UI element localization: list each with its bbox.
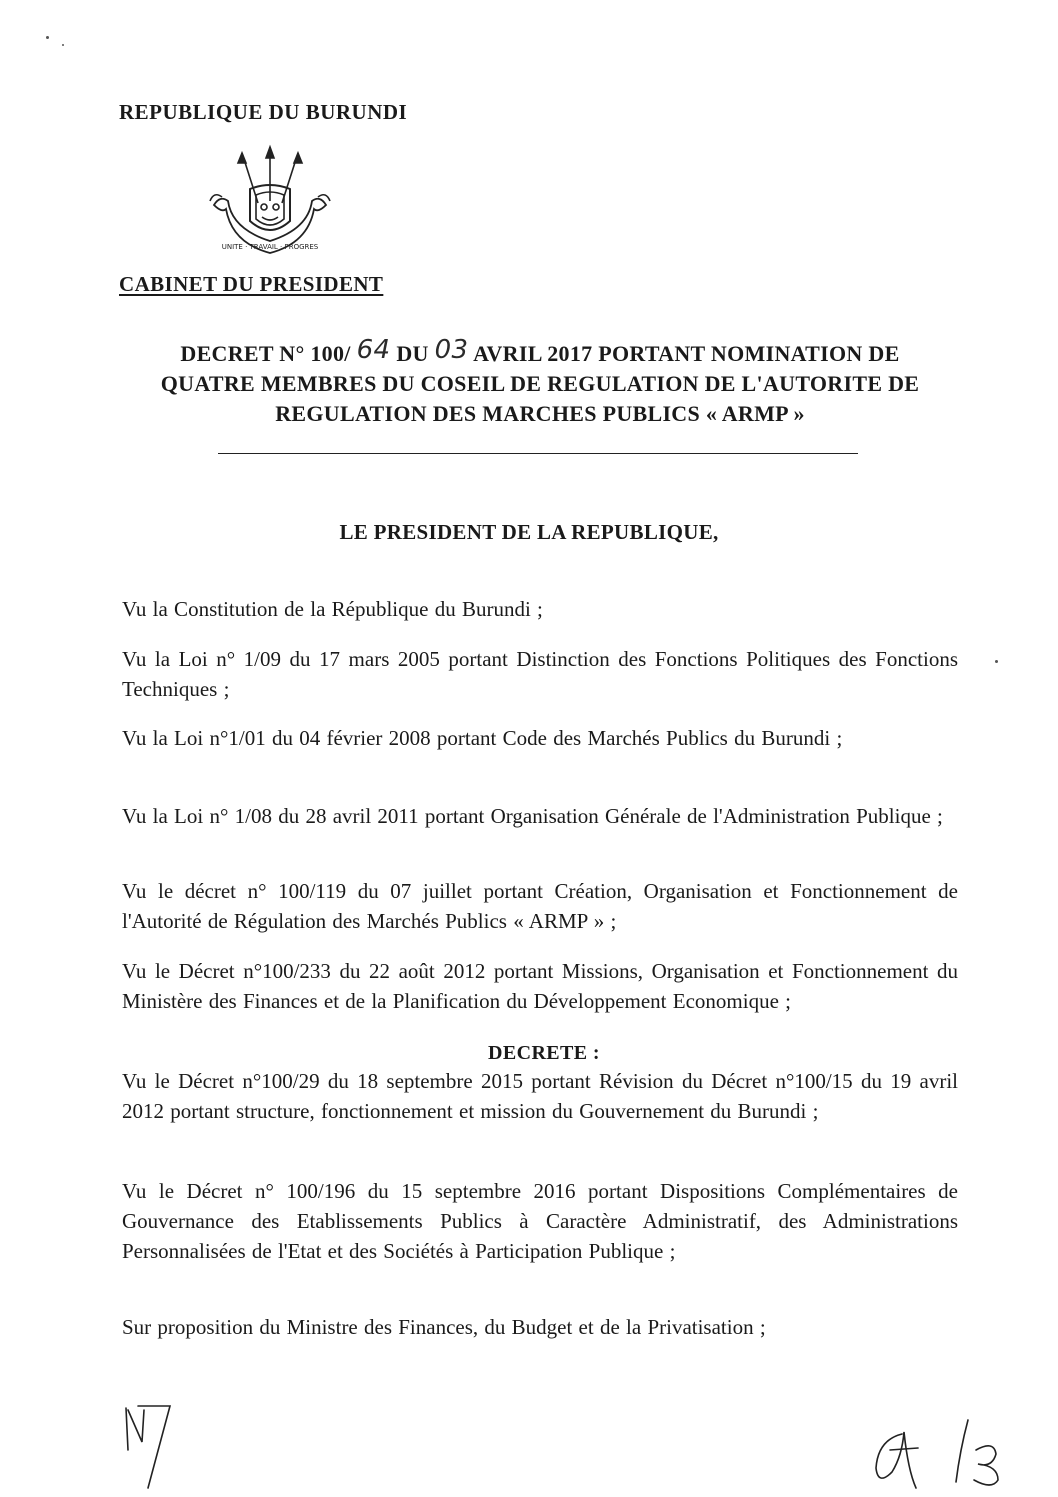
country-heading: REPUBLIQUE DU BURUNDI — [119, 100, 408, 124]
decree-title — [110, 335, 970, 429]
initials-signature-left — [118, 1400, 188, 1492]
consideration-3: Vu la Loi n°1/01 du 04 février 2008 portant Code des Marchés Publics du Burundi ; — [122, 726, 843, 750]
consideration-1: Vu la Constitution de la République du Burundi ; — [122, 597, 543, 621]
decree-prefix: DECRET N° 100/ — [180, 341, 351, 366]
emblem-motto: UNITE · TRAVAIL · PROGRES — [221, 243, 319, 251]
consideration-2: Vu la Loi n° 1/09 du 17 mars 2005 portant Distinction des Fonctions Politiques des Fonctions Techniques ; — [122, 647, 958, 701]
president-heading: LE PRESIDENT DE LA REPUBLIQUE, — [339, 520, 719, 544]
decree-day-handwritten: 03 — [434, 335, 469, 365]
initials-signature-right — [868, 1410, 1018, 1492]
decree-du-label: DU — [396, 341, 429, 366]
cabinet-heading: CABINET DU PRESIDENT — [119, 272, 384, 296]
consideration-6: Vu le Décret n°100/233 du 22 août 2012 portant Missions, Organisation et Fonctionnement du Ministère des Finances et de la Planification du Développement Economique ; — [122, 959, 958, 1013]
consideration-7: Vu le Décret n°100/29 du 18 septembre 2015 portant Révision du Décret n°100/15 du 19 avril 2012 portant structure, fonctionnement et mission du Gouvernement du Burundi ; — [122, 1069, 958, 1123]
decree-title-line-2: QUATRE MEMBRES DU COSEIL DE REGULATION DE L'AUTORITE DE — [160, 371, 920, 396]
decree-title-line-3: REGULATION DES MARCHES PUBLICS « ARMP » — [275, 401, 805, 426]
scan-speck — [46, 36, 49, 39]
scan-speck — [995, 660, 998, 663]
scan-speck — [62, 44, 64, 46]
consideration-4: Vu la Loi n° 1/08 du 28 avril 2011 portant Organisation Générale de l'Administration Publique ; — [122, 804, 943, 828]
coat-of-arms-emblem — [200, 143, 340, 263]
decree-title-line-1 — [110, 335, 970, 369]
decree-number-handwritten: 64 — [356, 335, 391, 365]
consideration-8: Vu le Décret n° 100/196 du 15 septembre 2016 portant Dispositions Complémentaires de Gouvernance des Etablissements Publics à Caractère Administratif, des Administrations Personnalisées de l'Etat et des Sociétés à Participation Publique ; — [122, 1179, 958, 1263]
title-divider — [218, 453, 858, 454]
consideration-5: Vu le décret n° 100/119 du 07 juillet portant Création, Organisation et Fonctionnement de l'Autorité de Régulation des Marchés Publics « ARMP » ; — [122, 879, 958, 933]
decree-title-line-1-rest: AVRIL 2017 PORTANT NOMINATION DE — [473, 341, 900, 366]
consideration-9: Sur proposition du Ministre des Finances, du Budget et de la Privatisation ; — [122, 1315, 766, 1339]
decrete-heading: DECRETE : — [488, 1042, 600, 1064]
